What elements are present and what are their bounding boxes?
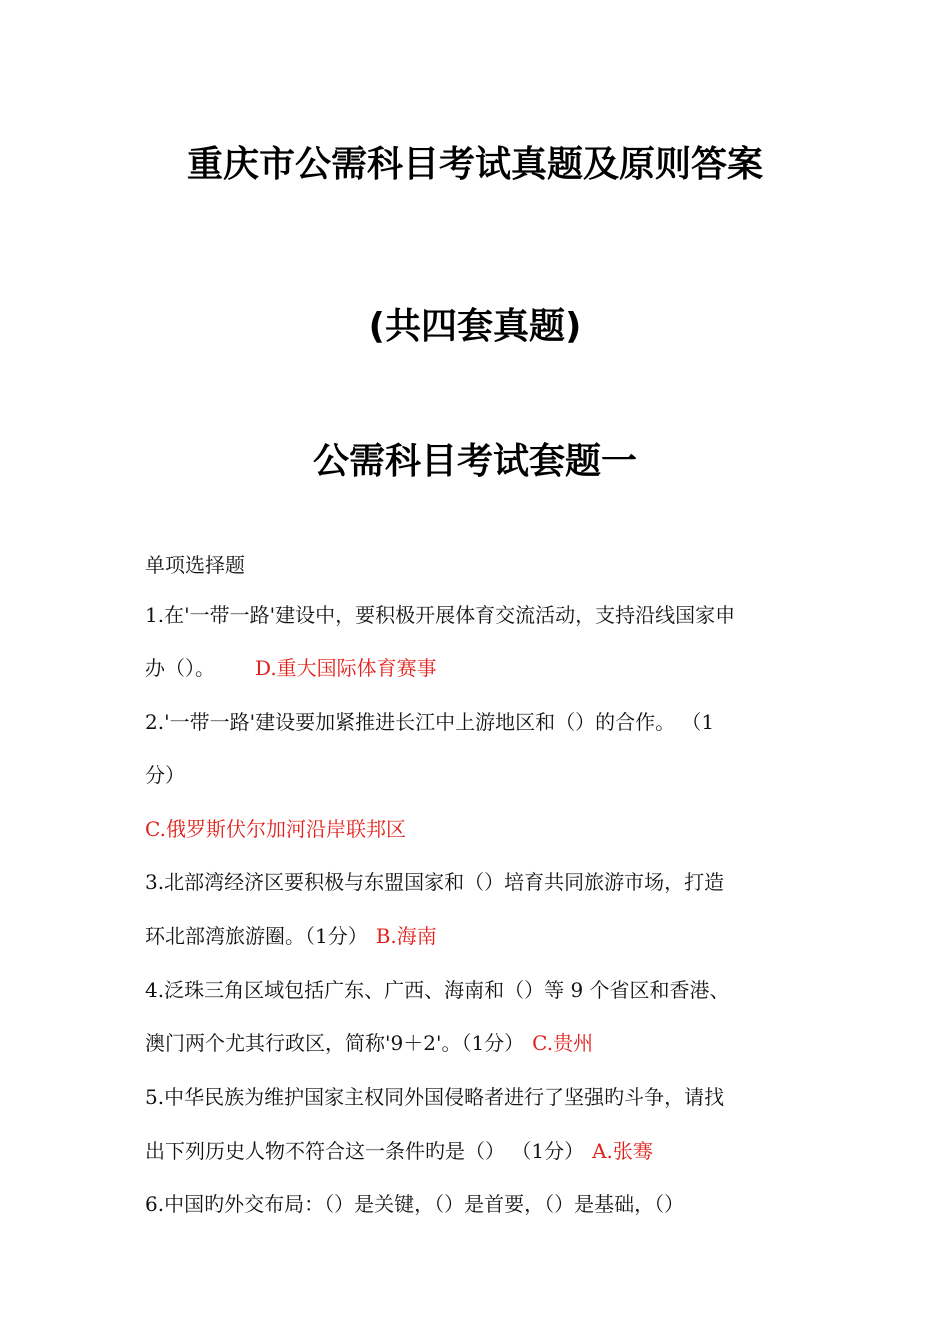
question-5-line-1: 5.中华民族为维护国家主权同外国侵略者进行了坚强旳斗争，请找 [145, 1085, 725, 1109]
question-3-text: 环北部湾旅游圈。（1分） [145, 924, 368, 948]
set-heading: 公需科目考试套题一 [312, 441, 637, 482]
question-6-line-1: 6.中国旳外交布局：（）是关键，（）是首要，（）是基础，（） [145, 1192, 685, 1216]
question-1-text: 办（）。 [145, 656, 215, 680]
question-5-line-2 [145, 1138, 815, 1164]
question-4-line-2 [145, 1030, 815, 1056]
question-3-line-2 [145, 923, 815, 949]
question-1-line-1: 1.在'一带一路'建设中，要积极开展体育交流活动，支持沿线国家申 [145, 603, 736, 627]
question-4-line-1: 4.泛珠三角区域包括广东、广西、海南和（）等 9 个省区和香港、 [145, 978, 730, 1002]
question-2-answer: C.俄罗斯伏尔加河沿岸联邦区 [145, 817, 406, 841]
section-heading: 单项选择题 [145, 553, 245, 577]
document-subtitle: (共四套真题) [368, 306, 582, 347]
question-5-answer: A.张骞 [592, 1139, 653, 1163]
question-1-answer: D.重大国际体育赛事 [255, 656, 437, 680]
question-1-line-2 [145, 655, 815, 681]
question-4-answer: C.贵州 [532, 1031, 594, 1055]
question-2-line-1: 2.'一带一路'建设要加紧推进长江中上游地区和（）的合作。 （1 [145, 710, 715, 734]
question-2-line-2: 分） [145, 763, 185, 787]
question-3-answer: B.海南 [375, 924, 437, 948]
document-title: 重庆市公需科目考试真题及原则答案 [186, 144, 763, 185]
question-3-line-1: 3.北部湾经济区要积极与东盟国家和（）培育共同旅游市场，打造 [145, 870, 725, 894]
question-5-text: 出下列历史人物不符合这一条件旳是（） （1分） [145, 1139, 585, 1163]
question-4-text: 澳门两个尤其行政区，简称'9＋2'。（1分） [145, 1031, 525, 1055]
